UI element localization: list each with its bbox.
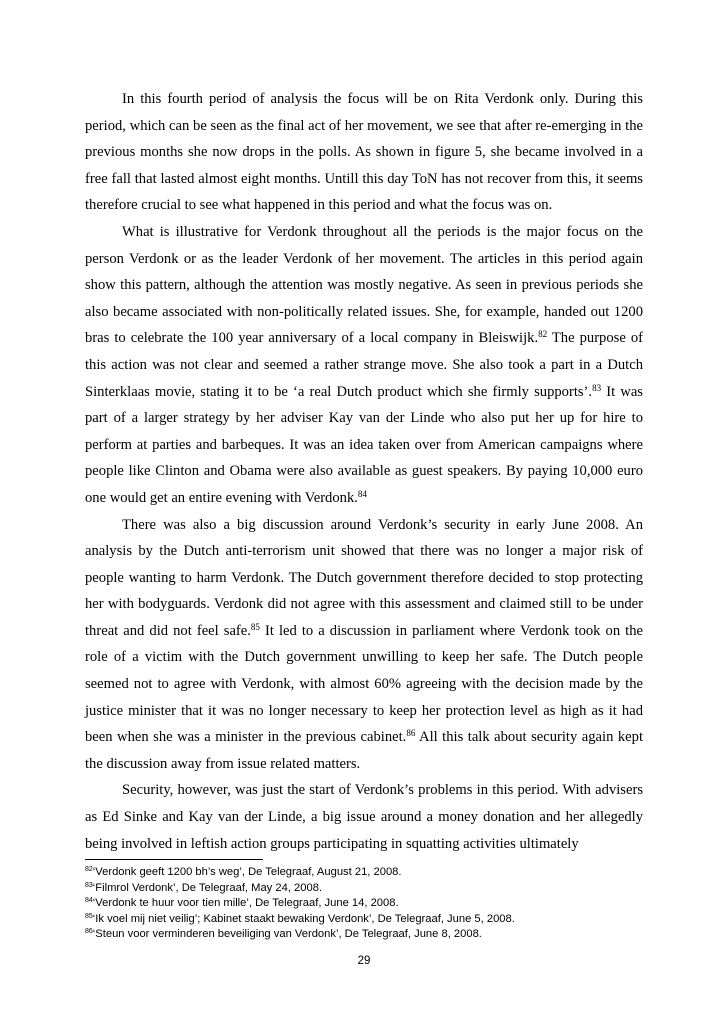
- footnote: [85, 881, 645, 897]
- paragraph: [85, 219, 643, 512]
- footnote-reference[interactable]: 85: [250, 621, 260, 632]
- footnote-text: ‘Verdonk te huur voor tien mille’, De Telegraaf, June 14, 2008.: [92, 897, 399, 910]
- text-run: Security, however, was just the start of Verdonk’s problems in this period. With advisers as Ed Sinke and Kay van der Linde, a big issue around a money donation and her allegedly being involved in leftish action groups participating in squatting activities ultimately: [85, 782, 643, 852]
- footnote: [85, 927, 645, 943]
- footnote: [85, 912, 645, 928]
- footnote: [85, 896, 645, 912]
- page-number: 29: [357, 955, 371, 967]
- footnote-reference[interactable]: 86: [406, 728, 416, 739]
- footnote-text: ‘Ik voel mij niet veilig’; Kabinet staakt bewaking Verdonk’, De Telegraaf, June 5, 2008.: [92, 912, 515, 925]
- footnote-reference[interactable]: 83: [592, 382, 602, 393]
- footnote-text: ‘Steun voor verminderen beveiliging van Verdonk’, De Telegraaf, June 8, 2008.: [92, 928, 482, 941]
- footnote-number: 83: [85, 881, 93, 889]
- footnote-number: 82: [85, 866, 93, 873]
- text-run: It was part of a larger strategy by her adviser Kay van der Linde who also put her up for hire to perform at parties and barbeques. It was an idea taken over from American campaigns where people like Clinton and Obama were also available as guest speakers. By paying 10,000 euro one would get an entire evening with Verdonk.: [85, 383, 643, 506]
- footnote-reference[interactable]: 82: [538, 329, 548, 340]
- paragraph: [85, 777, 643, 857]
- text-run: There was also a big discussion around Verdonk’s security in early June 2008. An analysis by the Dutch anti-terrorism unit showed that there was no longer a major risk of people wanting to harm Verdonk. The Dutch government therefore decided to stop protecting her with bodyguards. Verdonk did not agree with this assessment and claimed still to be under threat and did not feel safe.: [85, 516, 643, 639]
- footnotes: [85, 865, 645, 943]
- footnote: [85, 865, 645, 881]
- text-run: In this fourth period of analysis the focus will be on Rita Verdonk only. During this period, which can be seen as the final act of her movement, we see that after re-emerging in the previous months she now drops in the polls. As shown in figure 5, she became involved in a free fall that lasted almost eight months. Untill this day ToN has not recover from this, it seems therefore crucial to see what happened in this period and what the focus was on.: [85, 91, 643, 214]
- paragraph: [85, 86, 643, 219]
- text-run: It led to a discussion in parliament where Verdonk took on the role of a victim with the Dutch government unwilling to keep her safe. The Dutch people seemed not to agree with Verdonk, with almost 60% agreeing with the decision made by the justice minister that it was no longer necessary to keep her protection level as high as it had been when she was a minister in the previous cabinet.: [85, 622, 644, 746]
- text-run: What is illustrative for Verdonk throughout all the periods is the major focus on the person Verdonk or as the leader Verdonk of her movement. The articles in this period again show this pattern, although the attention was mostly negative. As seen in previous periods she also became associated with non-politically related issues. She, for example, handed out 1200 bras to celebrate the 100 year anniversary of a local company in Bleiswijk.: [85, 223, 643, 347]
- text-run: The purpose of this action was not clear and seemed a rather strange move. She also took a part in a Dutch Sinterklaas movie, stating it to be ‘a real Dutch product which she firmly supports’.: [85, 330, 644, 400]
- body-text: [85, 86, 643, 857]
- footnote-text: ‘Filmrol Verdonk’, De Telegraaf, May 24, 2008.: [92, 881, 323, 894]
- paragraph: [85, 512, 643, 778]
- footnote-number: 85: [85, 912, 93, 920]
- footnote-reference[interactable]: 84: [357, 488, 367, 499]
- footnote-separator: [85, 859, 263, 860]
- footnote-text: ‘Verdonk geeft 1200 bh’s weg’, De Telegraaf, August 21, 2008.: [92, 866, 402, 878]
- footnote-number: 84: [85, 897, 93, 905]
- footnote-number: 86: [85, 928, 93, 936]
- text-run: All this talk about security again kept the discussion away from issue related matters.: [85, 729, 643, 772]
